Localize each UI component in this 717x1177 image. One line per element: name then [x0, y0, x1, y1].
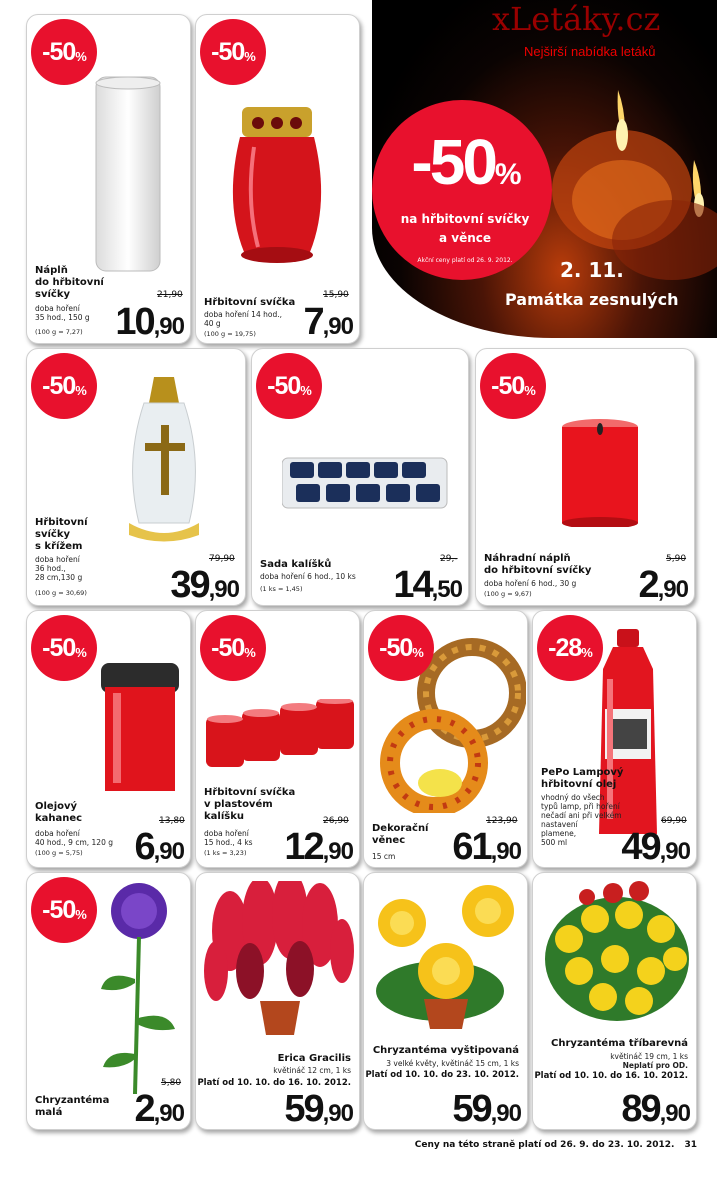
- price: 14,50: [393, 564, 462, 606]
- product-desc: doba hoření 40 hod., 9 cm, 120 g: [35, 829, 113, 847]
- discount-badge: -50 %: [31, 877, 97, 943]
- product-spec: květináč 12 cm, 1 ks: [273, 1066, 351, 1075]
- product-spec: 3 velké květy, květináč 15 cm, 1 ks: [386, 1059, 519, 1068]
- hero-date: 2. 11.: [560, 258, 624, 282]
- product-name: Hřbitovní svíčka: [204, 297, 296, 308]
- price: 59,90: [452, 1088, 521, 1130]
- discount-badge: -50 %: [31, 615, 97, 681]
- product-card-hrbitovni-svicka[interactable]: [195, 14, 360, 344]
- old-price: 29,-: [440, 554, 458, 564]
- price: 2,90: [638, 564, 688, 606]
- product-card-chryzantema-tribarevna[interactable]: [532, 872, 697, 1130]
- watermark-tagline: Nejširší nabídka letáků: [524, 44, 656, 59]
- red-grave-candle-image: [230, 107, 324, 267]
- validity: Platí od 10. 10. do 23. 10. 2012.: [365, 1070, 519, 1080]
- price: 89,90: [621, 1088, 690, 1130]
- old-price: 123,90: [486, 816, 518, 826]
- candle-refill-image: [92, 75, 164, 275]
- unit-price: (1 ks = 1,45): [260, 585, 303, 593]
- product-name: Chryzantéma vyštipovaná: [372, 1045, 519, 1056]
- discount-badge: -50 %: [31, 353, 97, 419]
- product-name: Náplň do hřbitovní svíčky: [35, 265, 104, 300]
- validity: Platí od 10. 10. do 16. 10. 2012.: [534, 1071, 688, 1081]
- hero-line-1: na hřbitovní svíčky: [400, 212, 530, 226]
- purple-chrysanthemum-image: [87, 879, 187, 1099]
- product-exception: Neplatí pro OD.: [622, 1061, 688, 1070]
- unit-price: (100 g = 19,75): [204, 330, 256, 338]
- price: 61,90: [452, 826, 521, 868]
- old-price: 5,80: [161, 1078, 182, 1088]
- red-refill-image: [560, 417, 640, 527]
- page-number: 31: [684, 1140, 697, 1150]
- unit-price: (100 g = 7,27): [35, 328, 83, 336]
- product-card-chryzantema-mala[interactable]: [26, 872, 191, 1130]
- footer: [415, 1140, 697, 1150]
- cross-candle-image: [119, 373, 209, 543]
- old-price: 15,90: [323, 290, 349, 300]
- price: 59,90: [284, 1088, 353, 1130]
- product-card-lampovy-olej[interactable]: [532, 610, 697, 868]
- product-desc: doba hoření 36 hod., 28 cm,130 g: [35, 555, 83, 582]
- tealight-set-image: [282, 454, 452, 514]
- old-price: 13,80: [159, 816, 185, 826]
- price: 49,90: [621, 826, 690, 868]
- old-price: 26,90: [323, 816, 349, 826]
- discount-badge: -50 %: [368, 615, 434, 681]
- product-desc: doba hoření 6 hod., 30 g: [484, 579, 577, 588]
- price: 12,90: [284, 826, 353, 868]
- tricolor-chrysanthemum-image: [539, 879, 693, 1029]
- discount-badge: -28 %: [537, 615, 603, 681]
- old-price: 79,90: [209, 554, 235, 564]
- product-card-dekoracni-venec[interactable]: [363, 610, 528, 868]
- discount-badge: -50 %: [200, 615, 266, 681]
- hero-discount: -50%: [411, 126, 519, 198]
- product-card-chryzantema-vystipovana[interactable]: [363, 872, 528, 1130]
- price: 6,90: [134, 826, 184, 868]
- product-name: Sada kalíšků: [260, 559, 332, 570]
- unit-price: (1 ks = 3,23): [204, 849, 247, 857]
- product-card-olejovy-kahanec[interactable]: [26, 610, 191, 868]
- hero-occasion: Památka zesnulých: [505, 290, 679, 309]
- price: 10,90: [115, 301, 184, 343]
- discount-badge: -50 %: [480, 353, 546, 419]
- product-desc: vhodný do všech typů lamp, při hoření nečadí ani při velkém nastavení plamene, 500 ml: [541, 793, 622, 847]
- product-card-naplne[interactable]: [26, 14, 191, 344]
- unit-price: (100 g = 30,69): [35, 589, 87, 597]
- price: 39,90: [170, 564, 239, 606]
- discount-badge: -50 %: [200, 19, 266, 85]
- unit-price: (100 g = 5,75): [35, 849, 83, 857]
- product-desc: doba hoření 6 hod., 10 ks: [260, 572, 356, 581]
- product-card-erica-gracilis[interactable]: [195, 872, 360, 1130]
- product-card-svicky-s-krizem[interactable]: [26, 348, 246, 606]
- product-name: Dekorační věnec: [372, 823, 429, 846]
- product-name: Hřbitovní svíčky s křížem: [35, 517, 88, 552]
- unit-price: (100 g = 9,67): [484, 590, 532, 598]
- product-card-nahradni-napln[interactable]: [475, 348, 695, 606]
- footer-validity: Ceny na této straně platí od 26. 9. do 23. 10. 2012.: [414, 1140, 675, 1150]
- price: 2,90: [134, 1088, 184, 1130]
- product-name: Hřbitovní svíčka v plastovém kalíšku: [204, 787, 296, 822]
- product-name: Chryzantéma tříbarevná: [551, 1038, 688, 1049]
- price: 7,90: [303, 301, 353, 343]
- old-price: 5,90: [666, 554, 687, 564]
- discount-badge: -50 %: [256, 353, 322, 419]
- watermark-brand: xLetáky.cz: [492, 0, 661, 38]
- product-name: Chryzantéma malá: [35, 1095, 110, 1118]
- product-desc: doba hoření 15 hod., 4 ks: [204, 829, 253, 847]
- validity: Platí od 10. 10. do 16. 10. 2012.: [197, 1078, 351, 1088]
- plastic-cup-candles-image: [202, 699, 358, 769]
- product-spec: květináč 19 cm, 1 ks: [610, 1052, 688, 1061]
- product-name: Olejový kahanec: [35, 801, 83, 824]
- yellow-chrysanthemum-image: [370, 881, 524, 1031]
- product-desc: doba hoření 35 hod., 150 g: [35, 304, 90, 322]
- hero-line-2: a věnce: [438, 231, 492, 245]
- hero-note: Akční ceny platí od 26. 9. 2012.: [417, 257, 513, 264]
- product-name: Erica Gracilis: [277, 1053, 351, 1064]
- product-name: Náhradní náplň do hřbitovní svíčky: [484, 553, 592, 576]
- product-desc: 15 cm: [372, 852, 396, 861]
- old-price: 21,90: [157, 290, 183, 300]
- erica-plant-image: [200, 881, 358, 1041]
- oil-lantern-image: [97, 663, 183, 793]
- discount-badge: -50 %: [31, 19, 97, 85]
- product-card-sada-kalisku[interactable]: [251, 348, 469, 606]
- product-name: PePo Lampový hřbitovní olej: [541, 767, 624, 790]
- old-price: 69,90: [661, 816, 687, 826]
- product-card-svicka-plastovy-kalisek[interactable]: [195, 610, 360, 868]
- product-desc: doba hoření 14 hod., 40 g: [204, 310, 282, 328]
